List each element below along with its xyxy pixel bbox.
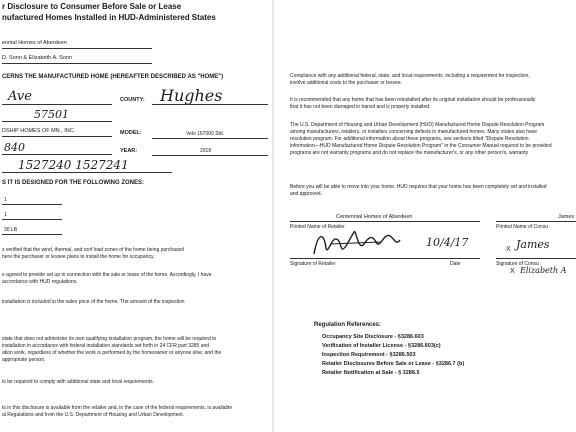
serial-line [2,154,112,155]
label-numbers-line [2,172,172,173]
move-in-text-2: and approved. [290,191,322,197]
section-heading: CERNS THE MANUFACTURED HOME (HEREAFTER DESCRIBED AS "HOME") [2,74,224,80]
regulation-ref-retailer-notification: Retailer Notification at Sale - § 3288.5 [322,370,420,376]
setup-agreement-text-2: accordance with HUD regulations. [2,279,78,285]
zip-line [2,121,112,122]
setup-agreement-text-1: e agreed to provide set up in connection with the sale or lease of the home. Accordingly, I have [2,272,212,278]
model-value: Velo 167000 Std. [186,131,225,137]
handwritten-date: 10/4/17 [426,236,469,249]
reinstall-text-1: It is recommended that any home that has been reinstalled after its original installation should be professionally [290,97,536,103]
manufacturer-field: DSHIP HOMES OF MN., INC. [2,128,76,134]
regulation-ref-installer-license: Verification of Installer License - §3286.603(c) [322,343,441,349]
consumer-x-mark-1: X [506,246,511,253]
printed-name-consumer-label: Printed Name of Consu [496,224,548,230]
federal-install-text-2: installation in accordance with federal installation standards set forth in 24 CFR part 3285 and [2,343,210,349]
dispute-text-5: programs are not warranty programs and do not replace the manufacturer's, or any other person's, warranty [290,150,529,156]
street-line [2,104,112,105]
dispute-text-4: information—HUD Manufactured Home Dispute Resolution Program" in the Consumer Manual required to be provided [290,143,552,149]
retailer-printed-name-line [290,221,480,222]
regulation-ref-occupancy: Occupancy Site Disclosure - §3286.603 [322,334,424,340]
handwritten-county: Hughes [160,86,223,105]
compliance-text-2: involve additional costs to the purchaser or lessee. [290,80,403,86]
retailer-signature-icon [310,226,402,260]
retailer-printed-name: Centennial Homes of Aberdeen [336,214,413,220]
signature-retailer-label: Signature of Retailer [290,261,336,267]
reinstall-text-2: that it has not been damaged in transit and is properly installed. [290,104,431,110]
move-in-text-1: Before you will be able to move into your home, HUD requires that your home has been completely set and installed [290,184,547,190]
county-line [152,104,268,105]
disclosure-title-line1: r Disclosure to Consumer Before Sale or Lease [2,2,182,11]
zone-verification-text-2: here the purchaser or lessee plans to install the home for occupancy. [2,254,155,260]
dispute-text-1: The U.S. Department of Housing and Urban Development (HUD) Manufactured Home Dispute Resolution Program [290,122,545,128]
year-label: YEAR: [120,148,138,154]
zone-thermal-value: 1 [4,212,7,218]
federal-install-text-4: appropriate person. [2,357,46,363]
handwritten-serial: 840 [4,141,25,154]
retailer-name-field: ennial Homes of Aberdeen [2,40,67,46]
county-label: COUNTY: [120,97,145,103]
dispute-text-2: among manufacturers, retailers, or installers concerning defects in manufactured homes. Many states also have [290,129,538,135]
zone-roof-load-value: 30 LB [4,227,18,233]
handwritten-consumer-signature-2: Elizabeth A [520,266,567,275]
left-page [0,0,273,432]
disclosure-title-line2: nufactured Homes Installed in HUD-Administered States [2,13,216,22]
signature-consumer-label: Signature of Consu [496,261,539,267]
consumer-signature-line [496,258,576,259]
purchaser-names-line [2,63,152,64]
zone-verification-text-1: s verified that the wind, thermal, and roof load zones of the home being purchased [2,247,185,253]
handwritten-label-numbers: 1527240 1527241 [18,158,129,172]
handwritten-street: Ave [8,89,32,104]
year-value: 2018 [200,148,212,154]
handwritten-consumer-signature-1: James [516,238,550,251]
handwritten-zip: 57501 [34,108,69,121]
federal-install-text-3: ation work, regardless of whether the work is performed by the homeowner or anyone else; and the [2,350,222,356]
model-line [152,138,268,139]
zone-wind-line [2,204,62,205]
zones-heading: S IT IS DESIGNED FOR THE FOLLOWING ZONES: [2,180,145,186]
zone-thermal-line [2,219,62,220]
zone-roof-load-line [2,234,62,235]
zone-wind-value: 1 [4,197,7,203]
right-page [274,0,576,432]
state-local-text: ts be required to comply with additional state and local requirements. [2,379,155,385]
retailer-name-line [2,48,152,49]
compliance-text-1: Compliance with any additional federal, state, and local requirements, including a requirement for inspection, [290,73,530,79]
consumer-printed-name-line [496,221,576,222]
availability-text-1: ts in this disclosure is available from the retailer and, in the case of the federal requirements, is available [2,405,233,411]
year-line [152,155,268,156]
purchaser-names-field: D. Sonn & Elizabeth A. Sonn [2,55,73,61]
inspection-cost-text: installation is included in the sales price of the home. The amount of the inspection [2,299,185,305]
availability-text-2: al Regulations and from the U.S. Department of Housing and Urban Development. [2,412,185,418]
regulation-ref-retailer-disclosures: Retailer Disclosures Before Sale or Lease - §3286.7 (b) [322,361,465,367]
federal-install-text-1: state that does not administer its own qualifying installation program, the home will be required to [2,336,217,342]
consumer-printed-name: James [558,214,575,220]
printed-name-retailer-label: Printed Name of Retailer [290,224,345,230]
date-label: Date [450,261,461,267]
manufacturer-line [2,136,112,137]
regulation-ref-inspection: Inspection Requirement - §3286.503 [322,352,416,358]
regulation-references-heading: Regulation References: [314,322,382,328]
model-label: MODEL: [120,130,142,136]
consumer-x-mark-2: X [510,268,515,275]
dispute-text-3: resolution program. For additional information about these programs, see sections titled "Dispute Resolution [290,136,529,142]
retailer-signature-line [290,258,480,259]
